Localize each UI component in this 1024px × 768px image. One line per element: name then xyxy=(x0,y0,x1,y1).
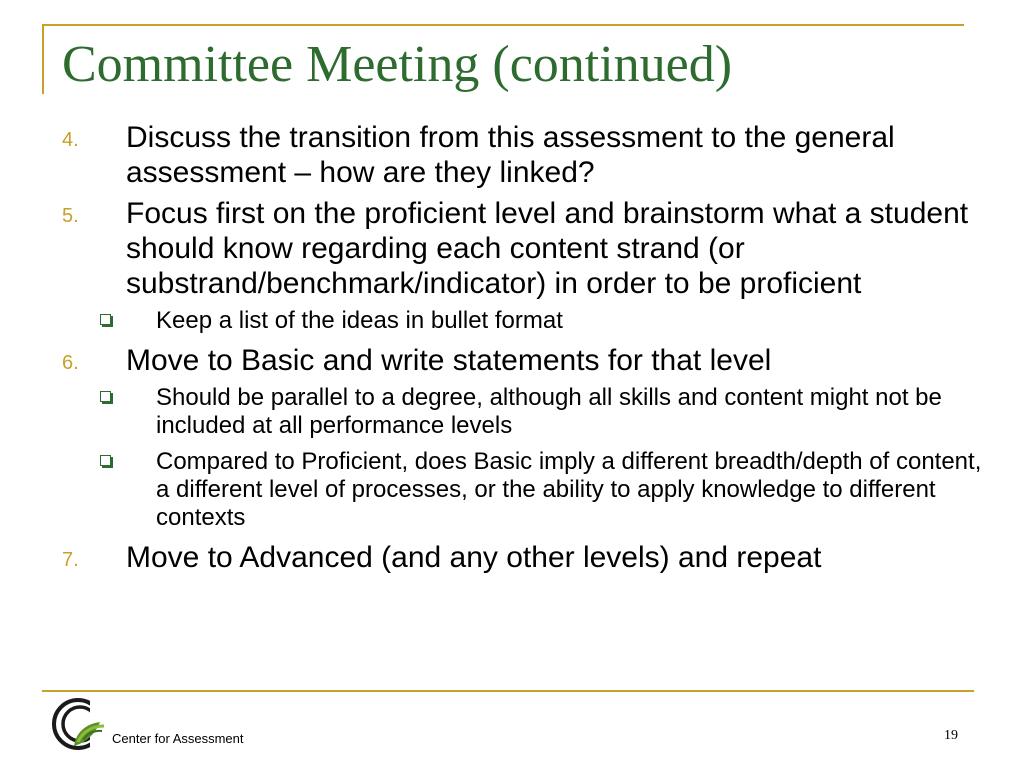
sub-bullet-item xyxy=(62,448,982,532)
list-item-5 xyxy=(62,196,982,301)
list-item-text: Focus first on the proficient level and brainstorm what a student should know regarding each content strand (or substrand/benchmark/indicator) in order to be proficient xyxy=(126,197,969,300)
sub-bullet-item xyxy=(62,384,982,440)
top-border-line xyxy=(42,24,964,26)
footer-organization-label: Center for Assessment xyxy=(112,731,244,746)
sub-bullet-item xyxy=(62,307,982,335)
slide-title: Committee Meeting (continued) xyxy=(62,36,733,93)
list-item-text: Move to Basic and write statements for that level xyxy=(126,344,772,377)
page-number: 19 xyxy=(944,728,958,743)
list-number: 5. xyxy=(62,205,79,227)
list-number: 7. xyxy=(62,549,79,571)
list-number: 4. xyxy=(62,129,79,151)
list-item-text: Discuss the transition from this assessment to the general assessment – how are they linked? xyxy=(126,121,895,189)
sub-bullet-text: Compared to Proficient, does Basic imply a different breadth/depth of content, a different level of processes, or the ability to apply knowledge to different contexts xyxy=(156,448,982,531)
square-bullet-icon xyxy=(100,314,111,325)
list-number: 6. xyxy=(62,352,79,374)
bottom-border-line xyxy=(42,690,974,692)
list-item-7 xyxy=(62,540,982,575)
sub-bullet-text: Keep a list of the ideas in bullet format xyxy=(156,307,563,334)
square-bullet-icon xyxy=(100,391,111,402)
sub-bullet-text: Should be parallel to a degree, although all skills and content might not be included at all performance levels xyxy=(156,384,942,439)
list-item-4 xyxy=(62,120,982,190)
square-bullet-icon xyxy=(100,455,111,466)
left-border-line xyxy=(42,24,44,94)
list-item-6 xyxy=(62,343,982,378)
slide-content xyxy=(62,120,982,581)
center-for-assessment-logo-icon xyxy=(50,696,110,752)
list-item-text: Move to Advanced (and any other levels) and repeat xyxy=(126,541,822,574)
